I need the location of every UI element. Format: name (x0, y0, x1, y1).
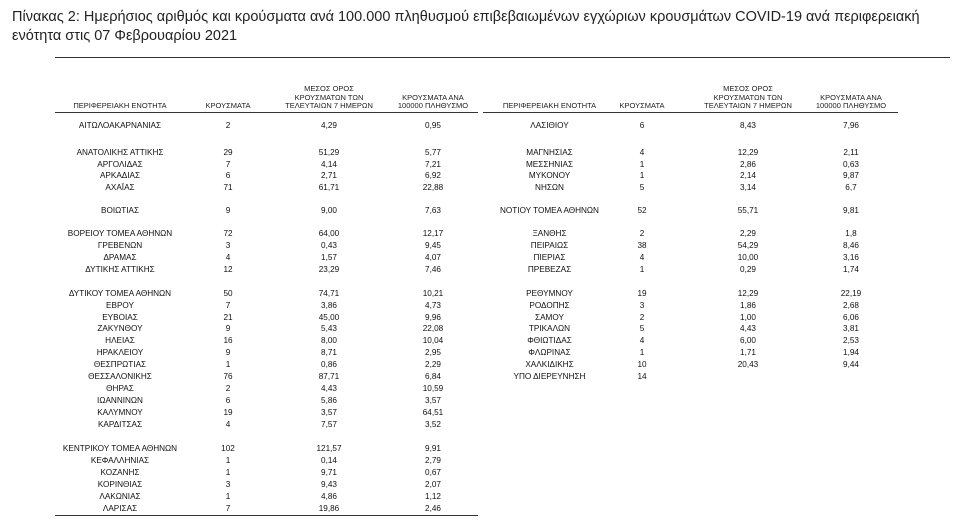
table-cell-per100k: 3,81 (843, 324, 859, 333)
table-cell-cases: 9 (225, 324, 231, 333)
table-cell-per100k: 22,88 (422, 183, 444, 192)
table-cell-per100k: 5,77 (425, 148, 441, 157)
table-cell-avg: 1,00 (740, 313, 756, 322)
table-cell-cases: 102 (221, 444, 235, 453)
table-cell-avg: 4,86 (321, 492, 337, 501)
table-cell-per100k: 1,74 (843, 265, 859, 274)
table-cell-cases: 14 (637, 372, 647, 381)
table-cell-cases: 21 (223, 313, 233, 322)
table-cell-per100k: 9,96 (425, 313, 441, 322)
table-cell-cases: 6 (225, 171, 231, 180)
table-cell-unit: ΖΑΚΥΝΘΟΥ (97, 324, 143, 333)
table-cell-cases: 16 (223, 336, 233, 345)
table-cell-unit: ΘΕΣΠΡΩΤΙΑΣ (93, 360, 147, 369)
right-header-rule (483, 112, 898, 113)
table-cell-per100k: 1,8 (845, 229, 857, 238)
table-cell-cases: 10 (637, 360, 647, 369)
table-cell-unit: ΞΑΝΘΗΣ (532, 229, 567, 238)
table-cell-avg: 23,29 (318, 265, 340, 274)
table-cell-cases: 19 (637, 289, 647, 298)
table-cell-per100k: 0,63 (843, 160, 859, 169)
table-cell-unit: ΛΑΚΩΝΙΑΣ (99, 492, 141, 501)
table-cell-cases: 2 (639, 229, 645, 238)
table-cell-per100k: 2,95 (425, 348, 441, 357)
table-cell-unit: ΚΑΛΥΜΝΟΥ (97, 408, 143, 417)
table-cell-per100k: 4,07 (425, 253, 441, 262)
right-header-avg-1: ΜΕΣΟΣ ΟΡΟΣ (723, 84, 773, 93)
table-cell-unit: ΑΝΑΤΟΛΙΚΗΣ ΑΤΤΙΚΗΣ (76, 148, 164, 157)
right-header-avg-2: ΚΡΟΥΣΜΑΤΩΝ ΤΩΝ (713, 92, 783, 102)
right-header-per100k-1: ΚΡΟΥΣΜΑΤΑ ΑΝΑ (820, 92, 882, 102)
table-cell-unit: ΚΑΡΔΙΤΣΑΣ (97, 420, 143, 429)
table-cell-per100k: 9,87 (843, 171, 859, 180)
table-cell-cases: 7 (225, 301, 231, 310)
table-cell-unit: ΥΠΟ ΔΙΕΡΕΥΝΗΣΗ (513, 372, 586, 381)
left-header-per100k-2: 100000 ΠΛΗΘΥΣΜΟ (397, 101, 469, 110)
table-cell-unit: ΒΟΡΕΙΟΥ ΤΟΜΕΑ ΑΘΗΝΩΝ (67, 229, 173, 238)
table-cell-cases: 5 (639, 324, 645, 333)
table-cell-cases: 19 (223, 408, 233, 417)
table-cell-avg: 0,29 (740, 265, 756, 274)
table-cell-avg: 12,29 (737, 148, 759, 157)
left-header-per100k-1: ΚΡΟΥΣΜΑΤΑ ΑΝΑ (402, 92, 464, 102)
table-cell-unit: ΚΟΡΙΝΘΙΑΣ (97, 480, 143, 489)
table-cell-unit: ΣΑΜΟΥ (535, 313, 564, 322)
table-cell-per100k: 1,12 (425, 492, 441, 501)
table-cell-per100k: 0,95 (425, 121, 441, 130)
table-cell-unit: ΜΑΓΝΗΣΙΑΣ (526, 148, 573, 157)
table-cell-cases: 50 (223, 289, 233, 298)
table-cell-per100k: 7,96 (843, 121, 859, 130)
table-cell-cases: 1 (225, 468, 231, 477)
table-cell-avg: 7,57 (321, 420, 337, 429)
table-cell-avg: 121,57 (316, 444, 342, 453)
table-cell-cases: 4 (639, 148, 645, 157)
table-cell-per100k: 9,44 (843, 360, 859, 369)
table-cell-avg: 19,86 (318, 504, 340, 513)
table-cell-unit: ΔΥΤΙΚΟΥ ΤΟΜΕΑ ΑΘΗΝΩΝ (68, 289, 172, 298)
table-cell-per100k: 12,17 (422, 229, 444, 238)
table-cell-avg: 2,14 (740, 171, 756, 180)
table-cell-avg: 8,00 (321, 336, 337, 345)
table-cell-per100k: 6,84 (425, 372, 441, 381)
table-cell-unit: ΗΛΕΙΑΣ (105, 336, 135, 345)
table-cell-avg: 3,57 (321, 408, 337, 417)
table-cell-unit: ΠΙΕΡΙΑΣ (533, 253, 566, 262)
right-header-unit: ΠΕΡΙΦΕΡΕΙΑΚΗ ΕΝΟΤΗΤΑ (502, 101, 597, 110)
table-cell-unit: ΘΕΣΣΑΛΟΝΙΚΗΣ (88, 372, 152, 381)
table-cell-avg (692, 372, 804, 382)
table-cell-avg: 0,43 (321, 241, 337, 250)
table-cell-per100k: 8,46 (843, 241, 859, 250)
table-cell-unit: ΤΡΙΚΑΛΩΝ (528, 324, 571, 333)
table-top-rule (55, 57, 950, 58)
table-cell-cases: 4 (639, 336, 645, 345)
table-cell-avg: 2,86 (740, 160, 756, 169)
table-cell-unit: ΧΑΛΚΙΔΙΚΗΣ (525, 360, 574, 369)
table-cell-unit: ΘΗΡΑΣ (106, 384, 134, 393)
table-cell-unit: ΜΥΚΟΝΟΥ (528, 171, 571, 180)
table-cell-cases: 7 (225, 160, 231, 169)
table-cell-cases: 6 (639, 121, 645, 130)
table-cell-avg: 2,71 (321, 171, 337, 180)
left-bottom-rule (55, 515, 478, 516)
table-cell-avg: 0,86 (321, 360, 337, 369)
table-cell-per100k: 2,11 (843, 148, 859, 157)
table-cell-per100k: 2,07 (425, 480, 441, 489)
table-cell-avg: 45,00 (318, 313, 340, 322)
table-cell-avg: 3,86 (321, 301, 337, 310)
table-cell-cases: 76 (223, 372, 233, 381)
table-cell-avg: 2,29 (740, 229, 756, 238)
table-cell-per100k: 2,53 (843, 336, 859, 345)
table-cell-avg: 1,57 (321, 253, 337, 262)
table-cell-avg: 55,71 (737, 206, 759, 215)
table-cell-avg: 4,43 (321, 384, 337, 393)
table-cell-cases: 2 (639, 313, 645, 322)
table-cell-unit: ΦΘΙΩΤΙΔΑΣ (527, 336, 572, 345)
table-cell-unit: ΒΟΙΩΤΙΑΣ (100, 206, 140, 215)
right-header-avg-3: ΤΕΛΕΥΤΑΙΩΝ 7 ΗΜΕΡΩΝ (704, 101, 792, 110)
table-cell-unit: ΚΕΦΑΛΛΗΝΙΑΣ (90, 456, 150, 465)
table-cell-avg: 1,71 (740, 348, 756, 357)
table-cell-per100k (805, 372, 897, 382)
table-cell-per100k: 2,68 (843, 301, 859, 310)
table-cell-per100k: 2,46 (425, 504, 441, 513)
table-cell-unit: ΔΡΑΜΑΣ (103, 253, 137, 262)
table-cell-per100k: 22,08 (422, 324, 444, 333)
table-cell-unit: ΑΧΑΪΑΣ (105, 183, 135, 192)
table-cell-cases: 71 (223, 183, 233, 192)
table-cell-per100k: 6,7 (845, 183, 857, 192)
table-cell-avg: 3,14 (740, 183, 756, 192)
table-cell-avg: 12,29 (737, 289, 759, 298)
table-cell-per100k: 9,91 (425, 444, 441, 453)
table-cell-unit: ΡΕΘΥΜΝΟΥ (526, 289, 573, 298)
table-cell-cases: 52 (637, 206, 647, 215)
table-cell-avg: 1,86 (740, 301, 756, 310)
table-cell-cases: 7 (225, 504, 231, 513)
table-cell-per100k: 0,67 (425, 468, 441, 477)
table-cell-per100k: 2,29 (425, 360, 441, 369)
table-cell-per100k: 9,45 (425, 241, 441, 250)
table-cell-cases: 1 (225, 360, 231, 369)
table-cell-cases: 9 (225, 348, 231, 357)
table-cell-avg: 64,00 (318, 229, 340, 238)
table-cell-unit: ΠΕΙΡΑΙΩΣ (530, 241, 569, 250)
table-cell-per100k: 3,57 (425, 396, 441, 405)
table-cell-per100k: 7,63 (425, 206, 441, 215)
table-cell-per100k: 7,46 (425, 265, 441, 274)
table-cell-unit: ΜΕΣΣΗΝΙΑΣ (525, 160, 574, 169)
table-cell-cases: 1 (639, 171, 645, 180)
table-cell-avg: 54,29 (737, 241, 759, 250)
table-cell-per100k: 9,81 (843, 206, 859, 215)
table-cell-avg: 4,43 (740, 324, 756, 333)
table-cell-avg: 61,71 (318, 183, 340, 192)
left-header-cases: ΚΡΟΥΣΜΑΤΑ (205, 101, 251, 110)
table-cell-cases: 3 (639, 301, 645, 310)
table-cell-avg: 8,71 (321, 348, 337, 357)
table-cell-avg: 10,00 (737, 253, 759, 262)
table-cell-avg: 0,14 (321, 456, 337, 465)
table-cell-cases: 38 (637, 241, 647, 250)
table-cell-cases: 4 (639, 253, 645, 262)
right-header-cases: ΚΡΟΥΣΜΑΤΑ (619, 101, 665, 110)
table-cell-unit: ΕΥΒΟΙΑΣ (102, 313, 138, 322)
table-cell-avg: 8,43 (740, 121, 756, 130)
table-cell-unit: ΝΗΣΩΝ (535, 183, 564, 192)
table-cell-avg: 4,14 (321, 160, 337, 169)
table-cell-unit: ΝΟΤΙΟΥ ΤΟΜΕΑ ΑΘΗΝΩΝ (500, 206, 599, 215)
table-cell-cases: 29 (223, 148, 233, 157)
table-cell-unit: ΠΡΕΒΕΖΑΣ (527, 265, 572, 274)
table-cell-cases: 2 (225, 384, 231, 393)
table-cell-per100k: 6,92 (425, 171, 441, 180)
table-cell-per100k: 2,79 (425, 456, 441, 465)
table-cell-unit: ΕΒΡΟΥ (106, 301, 134, 310)
table-title: Πίνακας 2: Ημερήσιος αριθμός και κρούσματα ανά 100.000 πληθυσμού επιβεβαιωμένων εγχώριων κρουσμάτων COVID-19 ανά περιφερειακή ενότητα στις 07 Φεβρουαρίου 2021 (12, 9, 920, 44)
table-cell-per100k: 10,04 (422, 336, 444, 345)
table-cell-avg: 74,71 (318, 289, 340, 298)
table-cell-cases: 4 (225, 420, 231, 429)
table-cell-cases: 3 (225, 241, 231, 250)
table-cell-unit: ΛΑΡΙΣΑΣ (102, 504, 138, 513)
table-cell-unit: ΗΡΑΚΛΕΙΟΥ (96, 348, 144, 357)
table-cell-cases: 4 (225, 253, 231, 262)
left-header-unit: ΠΕΡΙΦΕΡΕΙΑΚΗ ΕΝΟΤΗΤΑ (73, 101, 167, 110)
left-header-avg-1: ΜΕΣΟΣ ΟΡΟΣ (304, 84, 354, 93)
table-cell-cases: 3 (225, 480, 231, 489)
table-cell-per100k: 7,21 (425, 160, 441, 169)
table-cell-avg: 20,43 (737, 360, 759, 369)
table-cell-unit: ΙΩΑΝΝΙΝΩΝ (97, 396, 143, 405)
table-cell-unit: ΚΕΝΤΡΙΚΟΥ ΤΟΜΕΑ ΑΘΗΝΩΝ (62, 444, 178, 453)
table-cell-avg: 9,71 (321, 468, 337, 477)
table-cell-per100k: 4,73 (425, 301, 441, 310)
table-cell-per100k: 3,16 (843, 253, 859, 262)
table-cell-per100k: 3,52 (425, 420, 441, 429)
table-cell-per100k: 10,21 (422, 289, 444, 298)
table-cell-avg: 4,29 (321, 121, 337, 130)
table-cell-unit: ΑΙΤΩΛΟΑΚΑΡΝΑΝΙΑΣ (78, 121, 162, 130)
left-header-avg-3: ΤΕΛΕΥΤΑΙΩΝ 7 ΗΜΕΡΩΝ (285, 101, 373, 110)
left-header-rule (55, 112, 478, 113)
table-cell-avg: 5,86 (321, 396, 337, 405)
table-cell-avg: 6,00 (740, 336, 756, 345)
table-cell-avg: 87,71 (318, 372, 340, 381)
table-cell-per100k: 64,51 (422, 408, 444, 417)
table-cell-cases: 2 (225, 121, 231, 130)
table-cell-avg: 9,43 (321, 480, 337, 489)
table-cell-cases: 1 (639, 160, 645, 169)
table-cell-cases: 12 (223, 265, 233, 274)
table-cell-unit: ΛΑΣΙΘΙΟΥ (530, 121, 569, 130)
table-cell-unit: ΑΡΓΟΛΙΔΑΣ (97, 160, 143, 169)
left-header-avg-2: ΚΡΟΥΣΜΑΤΩΝ ΤΩΝ (294, 92, 364, 102)
table-cell-unit: ΡΟΔΟΠΗΣ (529, 301, 570, 310)
table-cell-unit: ΚΟΖΑΝΗΣ (100, 468, 140, 477)
table-cell-cases: 9 (225, 206, 231, 215)
table-cell-cases: 1 (225, 456, 231, 465)
right-header-per100k-2: 100000 ΠΛΗΘΥΣΜΟ (815, 101, 887, 110)
table-cell-avg: 5,43 (321, 324, 337, 333)
table-cell-cases: 1 (225, 492, 231, 501)
table-cell-cases: 6 (225, 396, 231, 405)
table-cell-unit: ΓΡΕΒΕΝΩΝ (97, 241, 143, 250)
table-cell-per100k: 22,19 (840, 289, 862, 298)
table-cell-per100k: 1,94 (843, 348, 859, 357)
table-cell-cases: 1 (639, 265, 645, 274)
table-cell-unit: ΔΥΤΙΚΗΣ ΑΤΤΙΚΗΣ (85, 265, 155, 274)
table-cell-cases: 1 (639, 348, 645, 357)
table-cell-cases: 72 (223, 229, 233, 238)
table-cell-avg: 9,00 (321, 206, 337, 215)
table-cell-per100k: 10,59 (422, 384, 444, 393)
table-cell-avg: 51,29 (318, 148, 340, 157)
table-cell-cases: 5 (639, 183, 645, 192)
table-cell-unit: ΦΛΩΡΙΝΑΣ (528, 348, 571, 357)
table-cell-unit: ΑΡΚΑΔΙΑΣ (99, 171, 141, 180)
table-cell-per100k: 6,06 (843, 313, 859, 322)
